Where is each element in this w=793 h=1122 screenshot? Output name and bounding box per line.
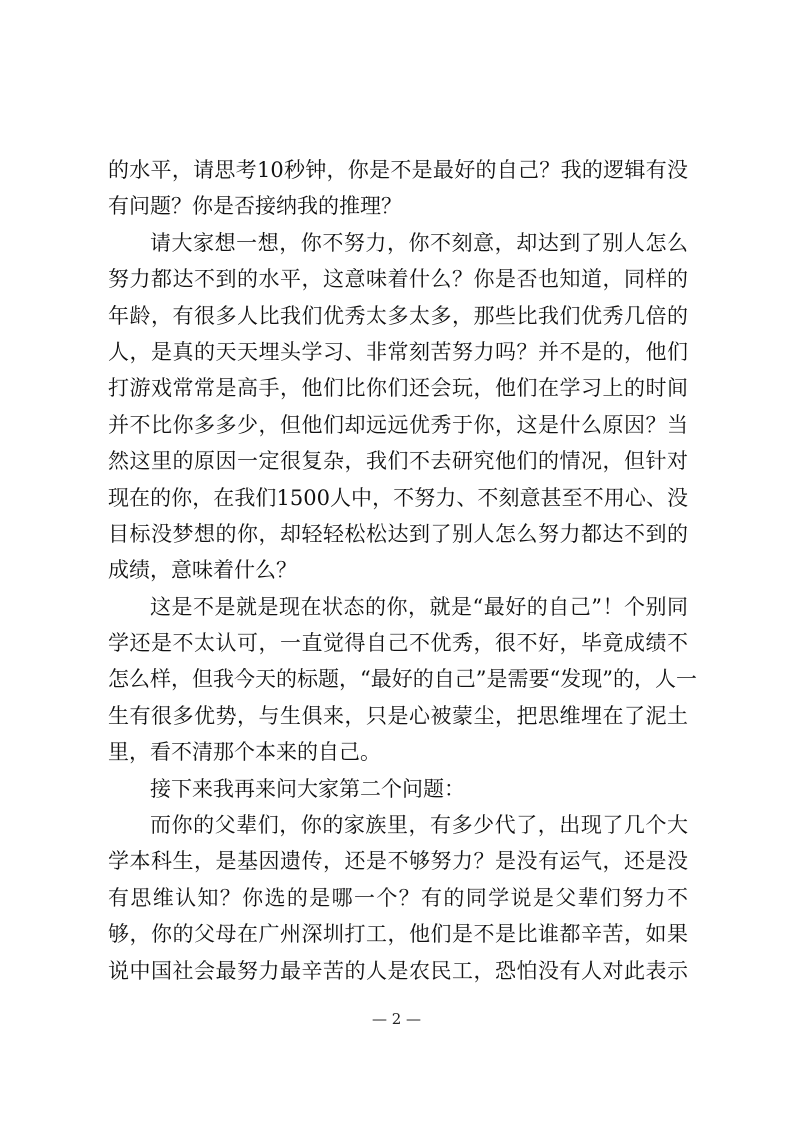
- text-line: 然这里的原因一定很复杂，我们不去研究他们的情况，但针对: [108, 449, 688, 474]
- text-line: 现在的你，在我们1500人中，不努力、不刻意甚至不用心、没: [108, 485, 688, 510]
- text-line: 而你的父辈们，你的家族里，有多少代了，出现了几个大: [150, 813, 688, 838]
- text-line: 学还是不太认可，一直觉得自己不优秀，很不好，毕竟成绩不: [108, 631, 688, 656]
- text-line: 接下来我再来问大家第二个问题：: [150, 776, 465, 801]
- text-line: 说中国社会最努力最辛苦的人是农民工，恐怕没有人对此表示: [108, 958, 688, 983]
- text-line: 学本科生，是基因遗传，还是不够努力？是没有运气，还是没: [108, 849, 688, 874]
- text-line: 年龄，有很多人比我们优秀太多太多，那些比我们优秀几倍的: [108, 303, 688, 328]
- text-line: 请大家想一想，你不努力，你不刻意，却达到了别人怎么: [150, 230, 688, 255]
- text-line: 有思维认知？你选的是哪一个？有的同学说是父辈们努力不: [108, 885, 688, 910]
- text-line: 这是不是就是现在状态的你，就是“最好的自己”！个别同: [150, 594, 688, 619]
- text-line: 里，看不清那个本来的自己。: [108, 740, 381, 765]
- text-line: 并不比你多多少，但他们却远远优秀于你，这是什么原因？当: [108, 412, 688, 437]
- text-line: 努力都达不到的水平，这意味着什么？你是否也知道，同样的: [108, 267, 688, 292]
- text-line: 打游戏常常是高手，他们比你们还会玩，他们在学习上的时间: [108, 376, 688, 401]
- text-line: 够，你的父母在广州深圳打工，他们是不是比谁都辛苦，如果: [108, 922, 688, 947]
- text-line: 生有很多优势，与生俱来，只是心被蒙尘，把思维埋在了泥土: [108, 703, 688, 728]
- page-number: — 2 —: [371, 1010, 422, 1028]
- text-line: 的水平，请思考10秒钟，你是不是最好的自己？我的逻辑有没: [108, 158, 688, 182]
- text-line: 怎么样，但我今天的标题，“最好的自己”是需要“发现”的，人一: [108, 667, 697, 692]
- text-line: 成绩，意味着什么？: [108, 558, 297, 583]
- text-line: 有问题？你是否接纳我的推理？: [108, 194, 402, 219]
- text-line: 人，是真的天天埋头学习、非常刻苦努力吗？并不是的，他们: [108, 339, 688, 364]
- document-body: [108, 152, 697, 989]
- text-line: 目标没梦想的你，却轻轻松松达到了别人怎么努力都达不到的: [108, 521, 688, 546]
